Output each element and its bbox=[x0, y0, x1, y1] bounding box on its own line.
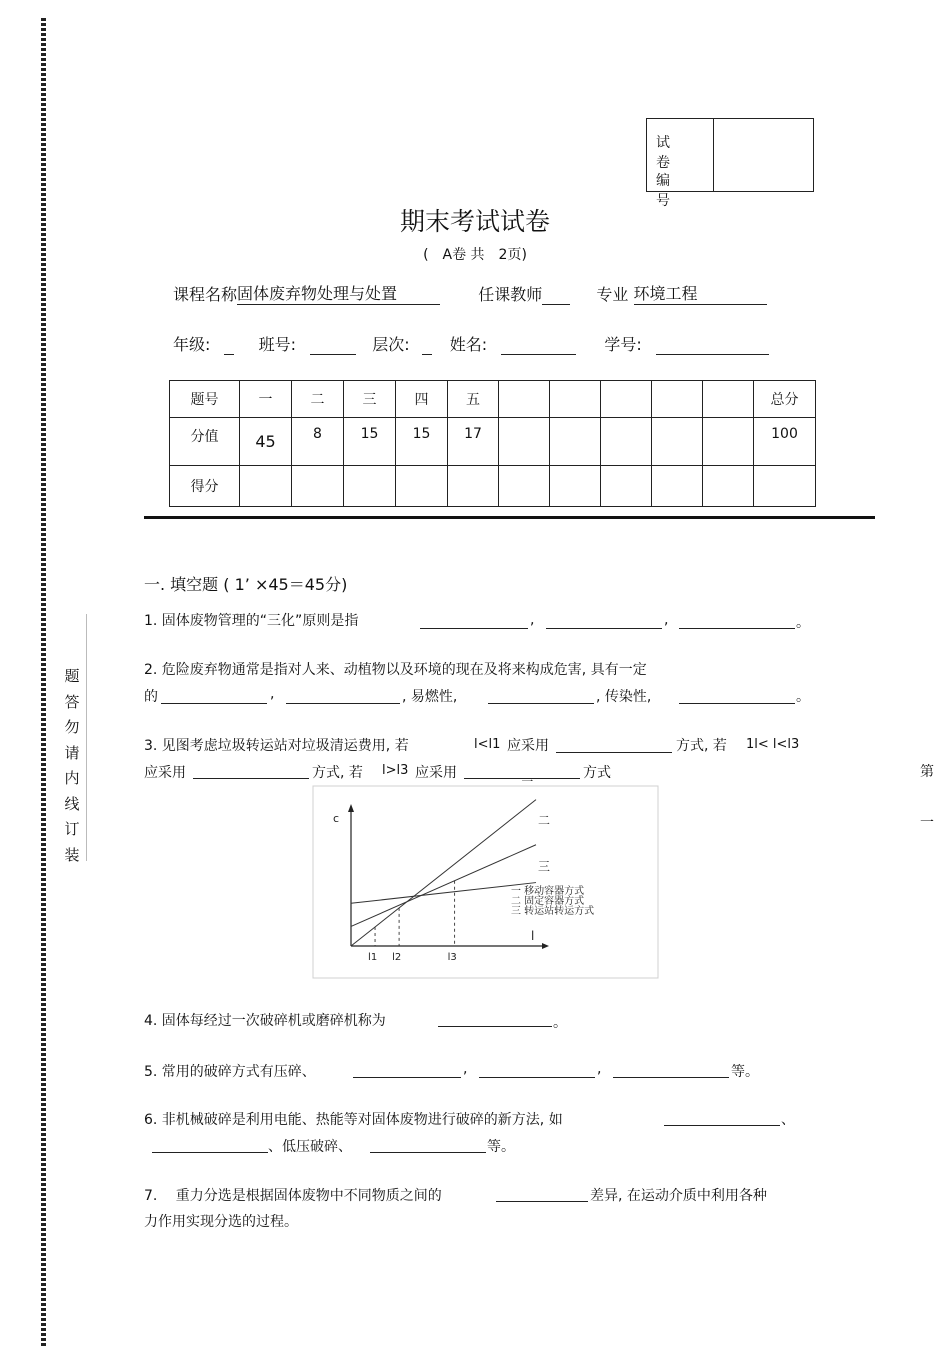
q6-end: 等。 bbox=[487, 1139, 515, 1155]
score-cell bbox=[703, 418, 754, 466]
table-row bbox=[170, 466, 816, 507]
q3-line1a: 3. 见图考虑垃圾转运站对垃圾清运费用, 若 bbox=[144, 738, 409, 754]
major-value: 环境工程 bbox=[634, 281, 767, 305]
q6-blank-2[interactable] bbox=[152, 1152, 268, 1153]
course-row bbox=[173, 281, 767, 305]
score-cell: 15 bbox=[344, 418, 396, 466]
q5-blank-1[interactable] bbox=[353, 1077, 461, 1078]
binding-char: 订 bbox=[64, 820, 80, 838]
q7-blank-1[interactable] bbox=[496, 1201, 588, 1202]
x-tick-label: l3 bbox=[447, 952, 457, 963]
q1-blank-2[interactable] bbox=[546, 628, 662, 629]
class-field[interactable] bbox=[310, 335, 356, 355]
score-cell: 45 bbox=[240, 418, 292, 466]
q3-line2a: 应采用 bbox=[144, 765, 186, 781]
binding-char: 题 bbox=[64, 667, 80, 685]
paper-id-box bbox=[646, 118, 814, 209]
score-cell: 三 bbox=[344, 381, 396, 418]
binding-char: 答 bbox=[64, 692, 80, 711]
score-cell bbox=[652, 381, 703, 418]
section-divider bbox=[144, 516, 875, 519]
grade-label: 年级: bbox=[173, 335, 211, 354]
q5-sep2: , bbox=[597, 1061, 602, 1077]
q6-blank-3[interactable] bbox=[370, 1152, 486, 1153]
score-cell bbox=[499, 418, 550, 466]
course-value: 固体废弃物处理与处置 bbox=[237, 281, 440, 305]
binding-char: 内 bbox=[64, 769, 80, 787]
score-cell: 17 bbox=[448, 418, 499, 466]
q2-line1: 2. 危险废弃物通常是指对人来、动植物以及环境的现在及将来构成危害, 具有一定 bbox=[144, 662, 647, 678]
y-axis-label: c bbox=[333, 812, 340, 825]
q3-cond2: 1l< l<l3 bbox=[746, 737, 800, 752]
score-cell bbox=[703, 381, 754, 418]
q3-cond3: l>l3 bbox=[382, 763, 409, 778]
score-input-cell[interactable] bbox=[601, 466, 652, 507]
exam-subtitle: ( A卷 共 2页) bbox=[423, 247, 527, 263]
score-cell: 五 bbox=[448, 381, 499, 418]
class-label: 班号: bbox=[258, 335, 296, 354]
level-label: 层次: bbox=[372, 335, 410, 354]
q3-mid4: 应采用 bbox=[415, 765, 457, 781]
score-cell: 四 bbox=[396, 381, 448, 418]
legend-entry: 一 移动容器方式 bbox=[511, 886, 585, 897]
level-field[interactable] bbox=[422, 335, 432, 355]
x-tick-label: l2 bbox=[392, 952, 402, 963]
q1-end: 。 bbox=[796, 615, 810, 631]
q5-end: 等。 bbox=[731, 1064, 759, 1080]
q2-mid1: , 易燃性, bbox=[402, 689, 458, 705]
q7-mid: 差异, 在运动介质中利用各种 bbox=[590, 1188, 767, 1204]
chart-frame bbox=[313, 786, 658, 978]
binding-margin-note bbox=[58, 614, 87, 864]
score-cell bbox=[499, 381, 550, 418]
score-cell bbox=[550, 381, 601, 418]
score-row-label: 得分 bbox=[170, 466, 240, 507]
q3-cond1: l<l1 bbox=[474, 737, 501, 752]
score-row-label: 分值 bbox=[170, 418, 240, 466]
q2-end: 。 bbox=[796, 689, 810, 705]
q5-blank-2[interactable] bbox=[479, 1077, 595, 1078]
q1-text: 1. 固体废物管理的“三化”原则是指 bbox=[144, 613, 359, 629]
binding-char: 线 bbox=[64, 794, 80, 813]
q1-blank-3[interactable] bbox=[679, 628, 795, 629]
q3-blank-1[interactable] bbox=[556, 752, 672, 753]
q4-text: 4. 固体每经过一次破碎机或磨碎机称为 bbox=[144, 1013, 386, 1029]
section1-heading: 一. 填空题 ( 1’ ×45＝45分) bbox=[144, 575, 348, 594]
major-label: 专业 bbox=[596, 285, 629, 304]
series-label-2: 二 bbox=[538, 813, 551, 828]
score-total-value: 100 bbox=[754, 418, 816, 466]
series-label-3: 三 bbox=[538, 859, 551, 874]
q7-line2: 力作用实现分选的过程。 bbox=[144, 1214, 298, 1230]
score-input-cell[interactable] bbox=[754, 466, 816, 507]
student-id-label: 学号: bbox=[604, 335, 642, 354]
score-input-cell[interactable] bbox=[499, 466, 550, 507]
score-cell: 一 bbox=[240, 381, 292, 418]
score-row-label: 题号 bbox=[170, 381, 240, 418]
q5-sep1: , bbox=[463, 1061, 468, 1077]
q2-blank-4[interactable] bbox=[679, 703, 795, 704]
score-input-cell[interactable] bbox=[703, 466, 754, 507]
q7-text: 7. 重力分选是根据固体废物中不同物质之间的 bbox=[144, 1188, 442, 1204]
binding-char: 请 bbox=[64, 743, 80, 762]
q4-blank-1[interactable] bbox=[438, 1026, 552, 1027]
score-cell bbox=[652, 418, 703, 466]
legend-entry: 三 转运站转运方式 bbox=[511, 906, 595, 917]
q6-mid: 、低压破碎、 bbox=[268, 1139, 352, 1155]
table-row bbox=[170, 381, 816, 418]
exam-title: 期末考试试卷 bbox=[399, 207, 550, 236]
q5-blank-3[interactable] bbox=[613, 1077, 729, 1078]
student-info-row bbox=[173, 332, 769, 355]
score-input-cell[interactable] bbox=[240, 466, 292, 507]
binding-char: 装 bbox=[64, 845, 80, 864]
q6-end1: 、 bbox=[781, 1112, 795, 1128]
score-input-cell[interactable] bbox=[396, 466, 448, 507]
teacher-label: 任课教师 bbox=[478, 285, 543, 304]
q4-end: 。 bbox=[553, 1015, 567, 1031]
course-label: 课程名称 bbox=[173, 285, 238, 304]
score-cell bbox=[601, 418, 652, 466]
score-input-cell[interactable] bbox=[344, 466, 396, 507]
score-input-cell[interactable] bbox=[448, 466, 499, 507]
q1-blank-1[interactable] bbox=[420, 628, 528, 629]
q3-cost-chart bbox=[313, 774, 658, 978]
paper-id-label-1: 试卷 bbox=[656, 135, 686, 171]
q6-blank-1[interactable] bbox=[664, 1125, 780, 1126]
score-cell: 8 bbox=[292, 418, 344, 466]
score-total-header: 总分 bbox=[754, 381, 816, 418]
q5-text: 5. 常用的破碎方式有压碎、 bbox=[144, 1064, 316, 1080]
q2-start: 的 bbox=[144, 689, 158, 705]
q1-sep2: , bbox=[664, 612, 669, 628]
q2-mid2: , 传染性, bbox=[596, 689, 652, 705]
legend-entry: 二 固定容器方式 bbox=[511, 896, 585, 907]
page-mark-1: 第 bbox=[920, 764, 934, 780]
student-id-field[interactable] bbox=[656, 335, 769, 355]
name-label: 姓名: bbox=[449, 335, 488, 354]
x-tick-label: l1 bbox=[368, 952, 378, 963]
q6-text: 6. 非机械破碎是利用电能、热能等对固体废物进行破碎的新方法, 如 bbox=[144, 1112, 563, 1128]
score-cell bbox=[550, 418, 601, 466]
teacher-field[interactable] bbox=[542, 285, 570, 305]
q3-mid1: 应采用 bbox=[507, 738, 549, 754]
q2-sep1: , bbox=[270, 686, 275, 702]
name-field[interactable] bbox=[501, 335, 576, 355]
paper-id-label-2: 编号 bbox=[656, 173, 686, 209]
page-mark-2: 一 bbox=[920, 815, 934, 831]
q3-end: 方式 bbox=[583, 765, 611, 781]
series-label-1: 一 bbox=[521, 774, 534, 789]
score-cell: 15 bbox=[396, 418, 448, 466]
grade-field[interactable] bbox=[224, 335, 234, 355]
q3-mid2: 方式, 若 bbox=[676, 738, 727, 754]
q3-blank-2[interactable] bbox=[193, 778, 309, 779]
score-cell: 二 bbox=[292, 381, 344, 418]
score-input-cell[interactable] bbox=[652, 466, 703, 507]
q2-blank-2[interactable] bbox=[286, 703, 400, 704]
q2-blank-1[interactable] bbox=[161, 703, 267, 704]
binding-char: 勿 bbox=[64, 718, 80, 736]
x-axis-label: l bbox=[531, 929, 535, 943]
table-row bbox=[170, 418, 816, 466]
q2-blank-3[interactable] bbox=[488, 703, 594, 704]
q3-mid3: 方式, 若 bbox=[312, 765, 363, 781]
score-table bbox=[169, 380, 816, 507]
score-input-cell[interactable] bbox=[292, 466, 344, 507]
q1-sep1: , bbox=[530, 612, 535, 628]
score-input-cell[interactable] bbox=[550, 466, 601, 507]
score-cell bbox=[601, 381, 652, 418]
